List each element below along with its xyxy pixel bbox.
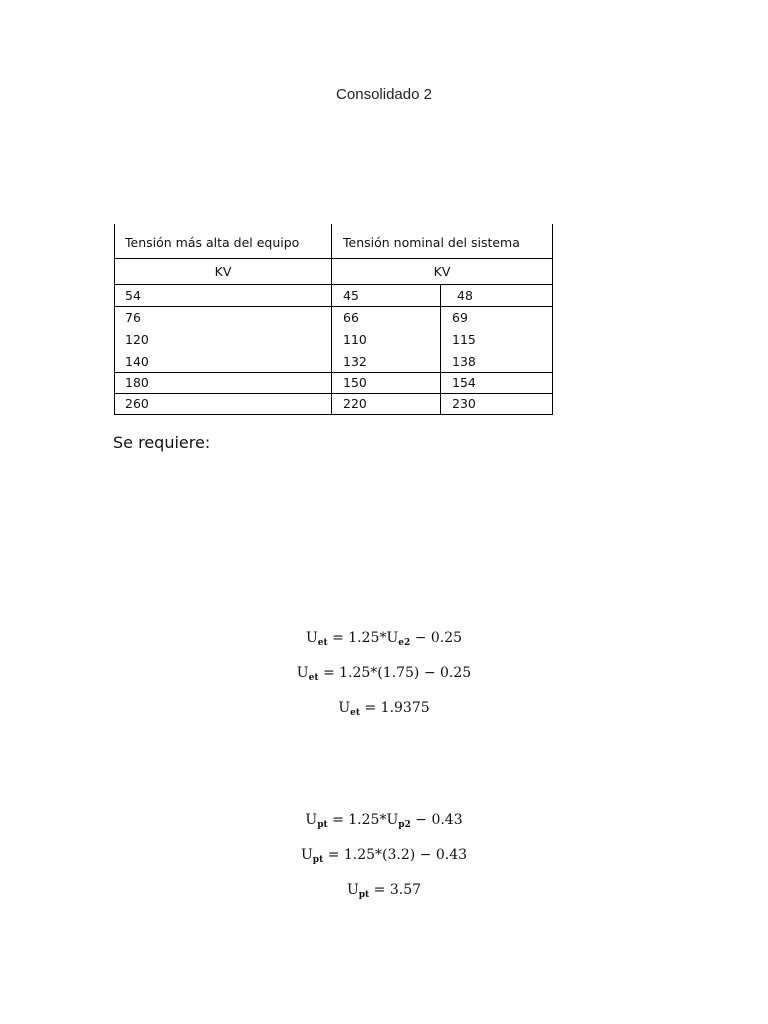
table-cell: 45 — [343, 288, 359, 303]
table-unit-system: KV — [433, 264, 451, 279]
document-title: Consolidado 2 — [336, 86, 432, 103]
table-header-system: Tensión nominal del sistema — [343, 235, 520, 250]
equation-uet-substitution: $U_{et} = 1.25*(1.75) - 0.25$ — [296, 665, 472, 683]
table-header-equipment: Tensión más alta del equipo — [125, 235, 300, 250]
table-cell: 54 — [125, 288, 141, 303]
table-cell: 140 — [125, 354, 149, 369]
requirement-heading: Se requiere: — [113, 433, 211, 452]
table-divider — [115, 372, 552, 373]
table-cell: 69 — [452, 310, 468, 325]
table-divider — [115, 393, 552, 394]
table-unit-equipment: KV — [214, 264, 232, 279]
table-cell: 120 — [125, 332, 149, 347]
table-cell: 48 — [457, 288, 473, 303]
equation-upt-result: $U_{pt} = 3.57$ — [346, 882, 422, 900]
table-cell: 230 — [452, 396, 476, 411]
table-cell: 66 — [343, 310, 359, 325]
table-cell: 132 — [343, 354, 367, 369]
table-cell: 220 — [343, 396, 367, 411]
table-column-divider — [331, 224, 332, 414]
table-divider — [115, 284, 552, 285]
equation-uet-result: $U_{et} = 1.9375$ — [338, 700, 430, 718]
table-cell: 150 — [343, 375, 367, 390]
table-divider — [115, 306, 552, 307]
table-cell: 154 — [452, 375, 476, 390]
voltage-table — [114, 224, 553, 415]
table-cell: 180 — [125, 375, 149, 390]
equation-upt-substitution: $U_{pt} = 1.25*(3.2) - 0.43$ — [300, 847, 468, 865]
table-cell: 115 — [452, 332, 476, 347]
equation-upt-formula: $U_{pt} = 1.25*U_{p2} - 0.43$ — [305, 812, 463, 830]
table-cell: 110 — [343, 332, 367, 347]
table-cell: 76 — [125, 310, 141, 325]
table-cell: 138 — [452, 354, 476, 369]
table-column-divider — [440, 284, 441, 414]
equation-uet-formula: $U_{et} = 1.25*U_{e2} - 0.25$ — [305, 630, 463, 648]
table-cell: 260 — [125, 396, 149, 411]
table-divider — [115, 258, 552, 259]
